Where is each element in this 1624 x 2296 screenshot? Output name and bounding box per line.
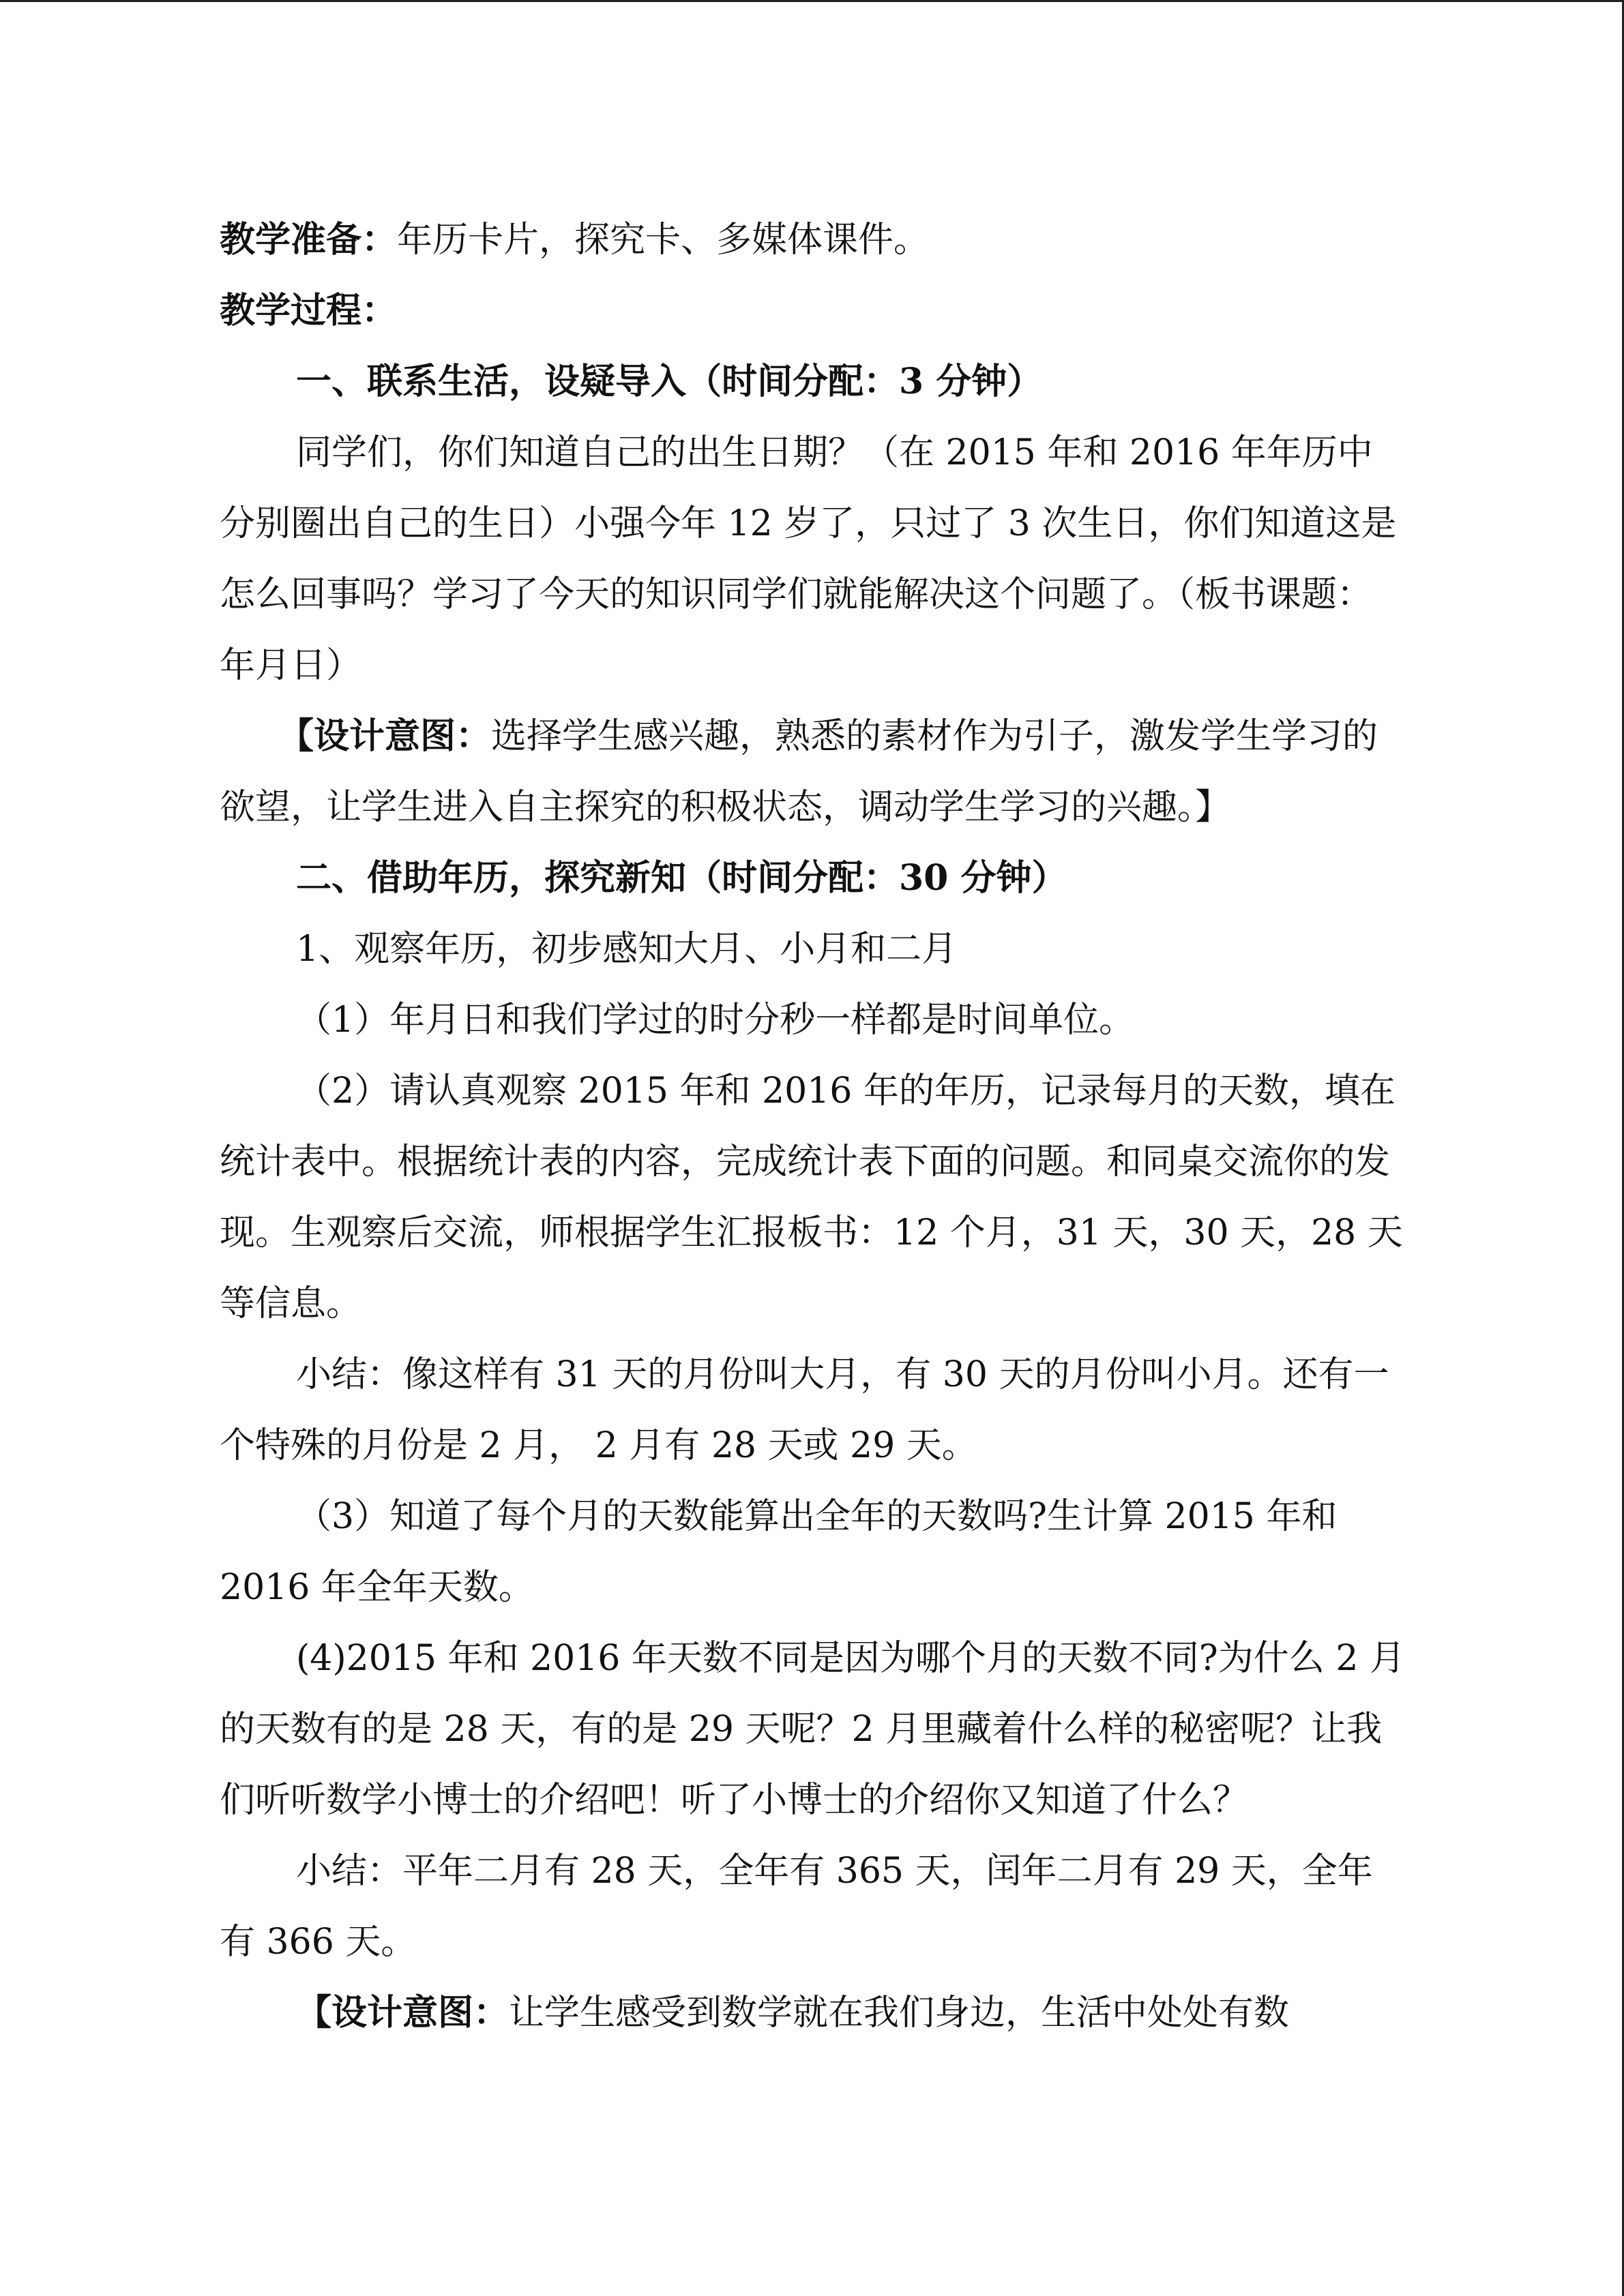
design-intent-1 — [220, 701, 1406, 843]
section-2-heading: 二、借助年历，探究新知（时间分配：30 分钟） — [296, 857, 1067, 899]
item-1: 1、观察年历，初步感知大月、小月和二月 — [296, 929, 958, 970]
item-1-1: （1）年月日和我们学过的时分秒一样都是时间单位。 — [296, 1000, 1135, 1041]
summary-2: 小结：平年二月有 28 天，全年有 365 天，闰年二月有 29 天，全年有 366 天。 — [220, 1851, 1373, 1963]
teaching-prep — [220, 205, 1406, 275]
teaching-prep-label: 教学准备： — [220, 219, 398, 260]
design-intent-1-text: 选择学生感兴趣，熟悉的素材作为引子，激发学生学习的欲望，让学生进入自主探究的积极状态，调动学生学习的兴趣。】 — [220, 716, 1378, 828]
page-border-top — [0, 0, 1624, 2]
section-1-paragraph: 同学们，你们知道自己的出生日期？（在 2015 年和 2016 年年历中分别圈出自己的生日）小强今年 12 岁了，只过了 3 次生日，你们知道这是怎么回事吗？学习了今天的知识同学们就能解决这个问题了。（板书课题：年月日） — [220, 432, 1397, 686]
design-intent-1-label: 【设计意图： — [278, 715, 492, 757]
design-intent-2-text: 让学生感受到数学就在我们身边，生活中处处有数 — [509, 1993, 1290, 2033]
design-intent-2-label: 【设计意图： — [296, 1992, 510, 2033]
section-1-heading: 一、联系生活，设疑导入（时间分配：3 分钟） — [296, 361, 1043, 402]
teaching-prep-text: 年历卡片，探究卡、多媒体课件。 — [397, 220, 930, 260]
item-1-4: (4)2015 年和 2016 年天数不同是因为哪个月的天数不同?为什么 2 月的天数有的是 28 天，有的是 29 天呢？2 月里藏着什么样的秘密呢？让我们听听数学小博士的介绍吧！听了小博士的介绍你又知道了什么？ — [220, 1638, 1405, 1821]
summary-1: 小结：像这样有 31 天的月份叫大月，有 30 天的月份叫小月。还有一个特殊的月份是 2 月， 2 月有 28 天或 29 天。 — [220, 1354, 1389, 1466]
item-1-3: （3）知道了每个月的天数能算出全年的天数吗?生计算 2015 年和 2016 年全年天数。 — [220, 1496, 1348, 1608]
teaching-process-heading: 教学过程： — [220, 290, 398, 331]
document-body — [220, 205, 1406, 2048]
design-intent-2 — [220, 1978, 1406, 2048]
item-1-2: （2）请认真观察 2015 年和 2016 年的年历，记录每月的天数，填在统计表中。根据统计表的内容，完成统计表下面的问题。和同桌交流你的发现。生观察后交流，师根据学生汇报板书：12 个月，31 天，30 天，28 天等信息。 — [220, 1071, 1403, 1324]
